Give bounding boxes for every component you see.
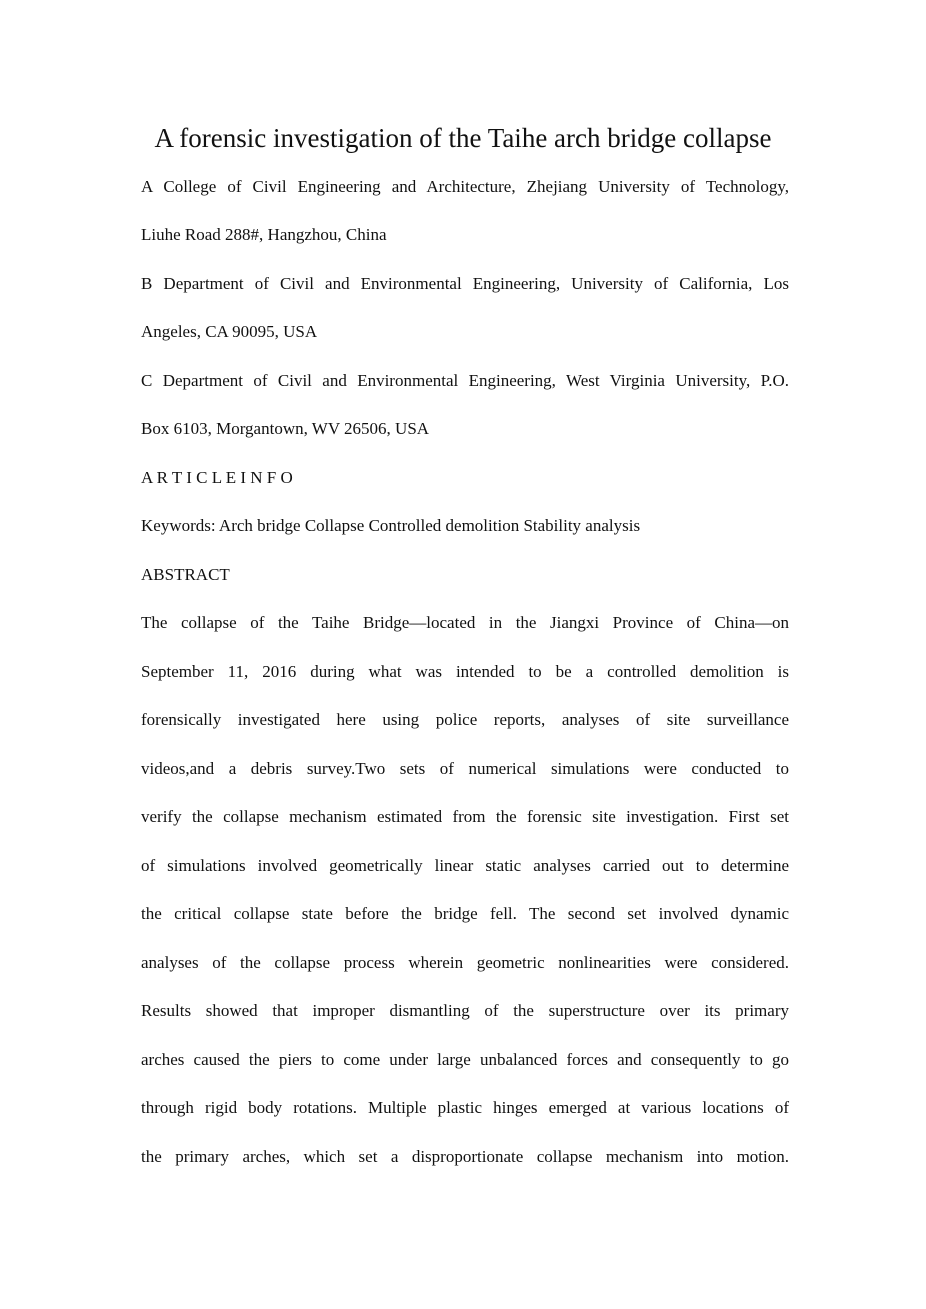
abstract-line: videos,and a debris survey.Two sets of numerical simulations were conducted to <box>141 759 789 778</box>
abstract-line: analyses of the collapse process wherein geometric nonlinearities were considered. <box>141 953 789 972</box>
abstract-line: arches caused the piers to come under large unbalanced forces and consequently to go <box>141 1050 789 1069</box>
abstract-line: the primary arches, which set a disproportionate collapse mechanism into motion. <box>141 1147 789 1166</box>
abstract-line: forensically investigated here using police reports, analyses of site surveillance <box>141 710 789 729</box>
affiliation-b-line-2: Angeles, CA 90095, USA <box>141 322 318 341</box>
abstract-line: verify the collapse mechanism estimated from the forensic site investigation. First set <box>141 807 789 826</box>
affiliation-a-line-2: Liuhe Road 288#, Hangzhou, China <box>141 225 387 244</box>
affiliation-a-line-1: A College of Civil Engineering and Architecture, Zhejiang University of Technology, <box>141 177 789 196</box>
keywords-line: Keywords: Arch bridge Collapse Controlled demolition Stability analysis <box>141 516 641 535</box>
paper-title: A forensic investigation of the Taihe arch bridge collapse <box>154 123 772 153</box>
affiliation-c-line-1: C Department of Civil and Environmental Engineering, West Virginia University, P.O. <box>141 371 789 390</box>
abstract-line: the critical collapse state before the bridge fell. The second set involved dynamic <box>141 904 789 923</box>
abstract-line: through rigid body rotations. Multiple plastic hinges emerged at various locations of <box>141 1098 789 1117</box>
abstract-line: Results showed that improper dismantling of the superstructure over its primary <box>141 1001 789 1020</box>
abstract-line: The collapse of the Taihe Bridge—located in the Jiangxi Province of China—on <box>141 613 789 632</box>
affiliation-c-line-2: Box 6103, Morgantown, WV 26506, USA <box>141 419 430 438</box>
article-info-heading: A R T I C L E I N F O <box>141 468 293 487</box>
affiliation-b-line-1: B Department of Civil and Environmental Engineering, University of California, Los <box>141 274 789 293</box>
abstract-heading: ABSTRACT <box>141 565 230 584</box>
abstract-line: of simulations involved geometrically linear static analyses carried out to determine <box>141 856 789 875</box>
abstract-line: September 11, 2016 during what was intended to be a controlled demolition is <box>141 662 789 681</box>
